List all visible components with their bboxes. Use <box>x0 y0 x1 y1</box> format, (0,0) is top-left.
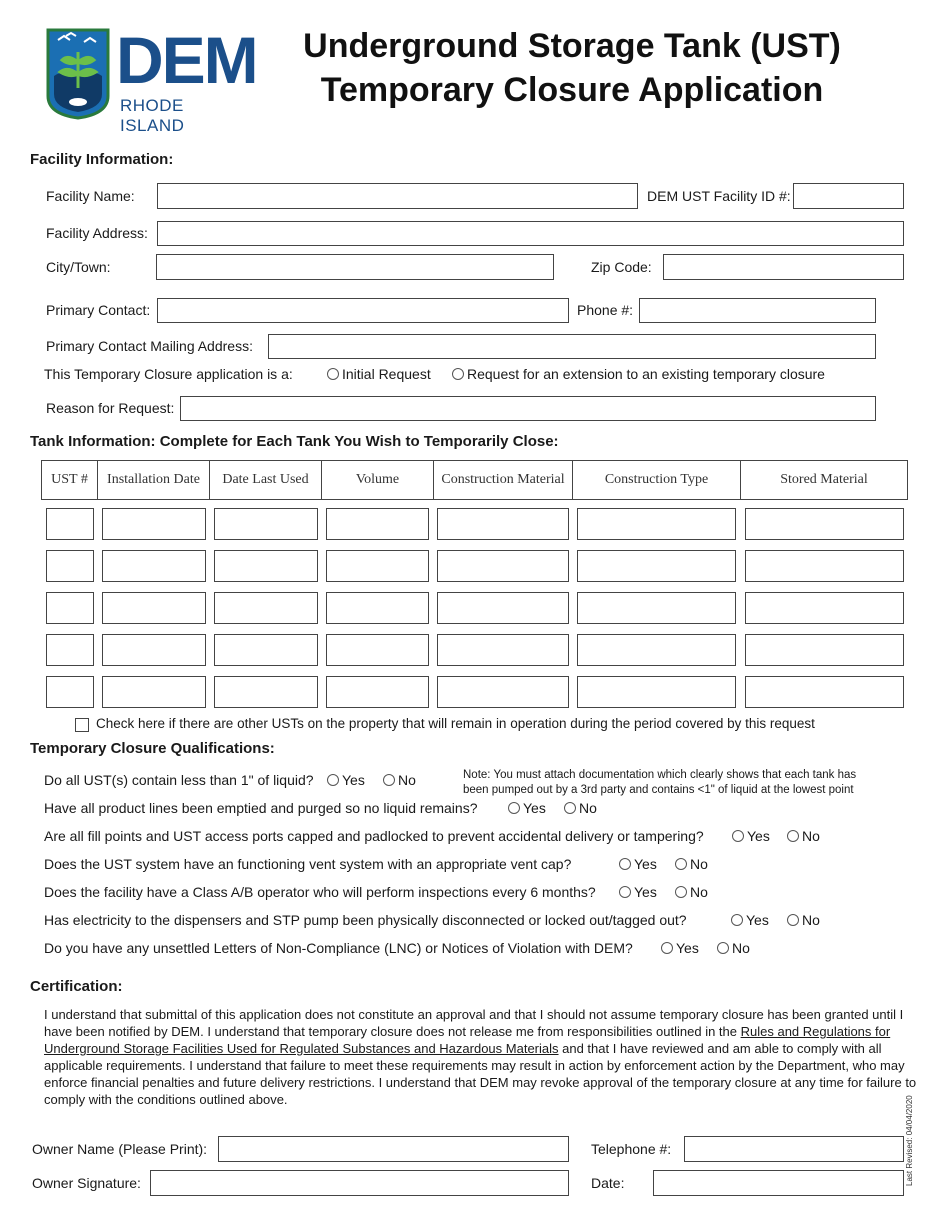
zip-label: Zip Code: <box>591 259 652 275</box>
qualifications-section-title: Temporary Closure Qualifications: <box>30 740 275 757</box>
q6-no-radio[interactable] <box>787 914 799 926</box>
other-usts-label: Check here if there are other USTs on the property that will remain in operation during the period covered by this request <box>96 716 815 731</box>
facility-section-title: Facility Information: <box>30 151 174 168</box>
extension-request-radio[interactable] <box>452 368 464 380</box>
q6-yes-radio[interactable] <box>731 914 743 926</box>
owner-name-input[interactable] <box>218 1136 569 1162</box>
tank-row-4-stored-material-input[interactable] <box>745 634 904 666</box>
reason-input[interactable] <box>180 396 876 421</box>
owner-signature-label: Owner Signature: <box>32 1175 141 1191</box>
q1-yes[interactable] <box>327 772 365 788</box>
q1-note-line2: been pumped out by a 3rd party and contains <1" of liquid at the lowest point <box>463 784 854 796</box>
col-date-last-used: Date Last Used <box>210 461 322 499</box>
tank-row-2-date-last-used-input[interactable] <box>214 550 318 582</box>
q6-text: Has electricity to the dispensers and STP pump been physically disconnected or locked out/tagged out? <box>44 912 687 928</box>
initial-request-radio[interactable] <box>327 368 339 380</box>
phone-label: Phone #: <box>577 302 634 318</box>
tank-row-3-ust-number-input[interactable] <box>46 592 94 624</box>
zip-input[interactable] <box>663 254 904 280</box>
tank-row-3-date-last-used-input[interactable] <box>214 592 318 624</box>
tank-row-4-installation-date-input[interactable] <box>102 634 206 666</box>
application-type-label: This Temporary Closure application is a: <box>44 366 293 382</box>
q1-no-text: No <box>398 772 416 788</box>
q4-text: Does the UST system have an functioning vent system with an appropriate vent cap? <box>44 856 572 872</box>
q2-no-text: No <box>579 800 597 816</box>
q3-no-text: No <box>802 828 820 844</box>
q6-yes[interactable] <box>731 912 769 928</box>
primary-contact-label: Primary Contact: <box>46 302 151 318</box>
tank-row-5-ust-number-input[interactable] <box>46 676 94 708</box>
col-ust-number: UST # <box>42 461 98 499</box>
tank-row-2-stored-material-input[interactable] <box>745 550 904 582</box>
tank-row-1-construction-material-input[interactable] <box>437 508 569 540</box>
tank-row-2-installation-date-input[interactable] <box>102 550 206 582</box>
q5-no-text: No <box>690 884 708 900</box>
q6-no-text: No <box>802 912 820 928</box>
q7-no[interactable] <box>717 940 750 956</box>
other-usts-checkbox[interactable] <box>75 718 89 732</box>
tank-row-5-stored-material-input[interactable] <box>745 676 904 708</box>
page-title-line1: Underground Storage Tank (UST) <box>303 27 841 65</box>
q2-no[interactable] <box>564 800 597 816</box>
q1-yes-radio[interactable] <box>327 774 339 786</box>
date-label: Date: <box>591 1175 625 1191</box>
logo-subtitle: RHODE ISLAND <box>120 96 185 135</box>
certification-text <box>44 1006 918 1108</box>
tank-row-5-volume-input[interactable] <box>326 676 429 708</box>
mailing-address-input[interactable] <box>268 334 876 359</box>
q4-no-text: No <box>690 856 708 872</box>
q3-yes-radio[interactable] <box>732 830 744 842</box>
tank-row-4-construction-material-input[interactable] <box>437 634 569 666</box>
tank-row-3-construction-material-input[interactable] <box>437 592 569 624</box>
page-title-line2: Temporary Closure Application <box>320 71 824 109</box>
tank-row-5-installation-date-input[interactable] <box>102 676 206 708</box>
tank-row-4-volume-input[interactable] <box>326 634 429 666</box>
q5-text: Does the facility have a Class A/B operator who will perform inspections every 6 months? <box>44 884 596 900</box>
tank-row-3-installation-date-input[interactable] <box>102 592 206 624</box>
facility-address-label: Facility Address: <box>46 225 148 241</box>
q7-text: Do you have any unsettled Letters of Non-Compliance (LNC) or Notices of Violation with DEM? <box>44 940 633 956</box>
col-construction-material: Construction Material <box>434 461 573 499</box>
city-label: City/Town: <box>46 259 111 275</box>
facility-name-input[interactable] <box>157 183 638 209</box>
owner-signature-input[interactable] <box>150 1170 569 1196</box>
q2-yes-text: Yes <box>523 800 546 816</box>
q4-yes-radio[interactable] <box>619 858 631 870</box>
facility-address-input[interactable] <box>157 221 904 246</box>
q3-yes-text: Yes <box>747 828 770 844</box>
tank-row-2-construction-material-input[interactable] <box>437 550 569 582</box>
tank-row-4-date-last-used-input[interactable] <box>214 634 318 666</box>
q2-yes-radio[interactable] <box>508 802 520 814</box>
q7-yes[interactable] <box>661 940 699 956</box>
certification-text-part1: I understand that submittal of this application does not constitute an approval and that I should not assume temporary closure has been granted until I have been notified by DEM. I understand that temporary closure does not release me from responsibilities outlined in the <box>44 1007 904 1039</box>
tank-row-2-construction-type-input[interactable] <box>577 550 736 582</box>
extension-request-option[interactable] <box>452 366 825 382</box>
tank-row-1-volume-input[interactable] <box>326 508 429 540</box>
certification-section-title: Certification: <box>30 978 123 995</box>
q2-no-radio[interactable] <box>564 802 576 814</box>
q2-yes[interactable] <box>508 800 546 816</box>
q6-no[interactable] <box>787 912 820 928</box>
tank-row-5-construction-type-input[interactable] <box>577 676 736 708</box>
q1-note-line1: Note: You must attach documentation which clearly shows that each tank has <box>463 769 857 781</box>
certification-text-part2: and that I have reviewed and am able to comply with all applicable requirements. I understand that failure to meet these requirements may result in action by enforcement action by the Department, who may enforce financial penalties and future delivery restrictions. I understand that DEM may revoke approval of the temporary closure at any time for failure to comply with the conditions outlined above. <box>44 1041 917 1107</box>
tank-row-1-construction-type-input[interactable] <box>577 508 736 540</box>
col-installation-date: Installation Date <box>98 461 210 499</box>
dem-logo <box>46 23 257 135</box>
regulations-link[interactable]: Rules and Regulations for Underground Storage Facilities Used for Regulated Substances and Hazardous Materials <box>44 1024 891 1056</box>
q1-text: Do all UST(s) contain less than 1" of liquid? <box>44 772 314 788</box>
q7-yes-text: Yes <box>676 940 699 956</box>
q3-no-radio[interactable] <box>787 830 799 842</box>
q1-note <box>463 768 856 798</box>
tank-section-title: Tank Information: Complete for Each Tank You Wish to Temporarily Close: <box>30 433 559 450</box>
q4-no-radio[interactable] <box>675 858 687 870</box>
initial-request-option[interactable] <box>327 366 431 382</box>
tank-row-2-volume-input[interactable] <box>326 550 429 582</box>
tank-row-1-stored-material-input[interactable] <box>745 508 904 540</box>
q4-no[interactable] <box>675 856 708 872</box>
last-revised-note: Last Revised: 04/04/2020 <box>905 1095 914 1186</box>
tank-row-1-installation-date-input[interactable] <box>102 508 206 540</box>
q7-no-text: No <box>732 940 750 956</box>
q1-no-radio[interactable] <box>383 774 395 786</box>
q3-yes[interactable] <box>732 828 770 844</box>
logo-text: DEM <box>116 23 257 97</box>
q5-yes[interactable] <box>619 884 657 900</box>
q5-yes-text: Yes <box>634 884 657 900</box>
reason-label: Reason for Request: <box>46 400 175 416</box>
q3-no[interactable] <box>787 828 820 844</box>
primary-contact-input[interactable] <box>157 298 569 323</box>
owner-name-label: Owner Name (Please Print): <box>32 1141 208 1157</box>
tank-row-1-ust-number-input[interactable] <box>46 508 94 540</box>
tank-row-4-construction-type-input[interactable] <box>577 634 736 666</box>
q4-yes[interactable] <box>619 856 657 872</box>
col-construction-type: Construction Type <box>573 461 741 499</box>
initial-request-text: Initial Request <box>342 366 431 382</box>
tank-row-3-volume-input[interactable] <box>326 592 429 624</box>
q2-text: Have all product lines been emptied and purged so no liquid remains? <box>44 800 478 816</box>
q1-no[interactable] <box>383 772 416 788</box>
q7-yes-radio[interactable] <box>661 942 673 954</box>
q4-yes-text: Yes <box>634 856 657 872</box>
tank-row-5-date-last-used-input[interactable] <box>214 676 318 708</box>
facility-id-input[interactable] <box>793 183 904 209</box>
tank-row-2-ust-number-input[interactable] <box>46 550 94 582</box>
q6-yes-text: Yes <box>746 912 769 928</box>
q5-no[interactable] <box>675 884 708 900</box>
q1-yes-text: Yes <box>342 772 365 788</box>
q5-yes-radio[interactable] <box>619 886 631 898</box>
facility-id-label: DEM UST Facility ID #: <box>647 188 791 204</box>
q3-text: Are all fill points and UST access ports capped and padlocked to prevent accidental delivery or tampering? <box>44 828 704 844</box>
city-input[interactable] <box>156 254 554 280</box>
tank-row-3-stored-material-input[interactable] <box>745 592 904 624</box>
telephone-input[interactable] <box>684 1136 904 1162</box>
phone-input[interactable] <box>639 298 876 323</box>
tank-row-1-date-last-used-input[interactable] <box>214 508 318 540</box>
q7-no-radio[interactable] <box>717 942 729 954</box>
extension-request-text: Request for an extension to an existing temporary closure <box>467 366 825 382</box>
date-input[interactable] <box>653 1170 904 1196</box>
col-stored-material: Stored Material <box>780 472 868 487</box>
q5-no-radio[interactable] <box>675 886 687 898</box>
facility-name-label: Facility Name: <box>46 188 135 204</box>
col-volume: Volume <box>322 461 434 499</box>
mailing-address-label: Primary Contact Mailing Address: <box>46 338 253 354</box>
telephone-label: Telephone #: <box>591 1141 672 1157</box>
tank-row-5-construction-material-input[interactable] <box>437 676 569 708</box>
tank-row-3-construction-type-input[interactable] <box>577 592 736 624</box>
tank-row-4-ust-number-input[interactable] <box>46 634 94 666</box>
